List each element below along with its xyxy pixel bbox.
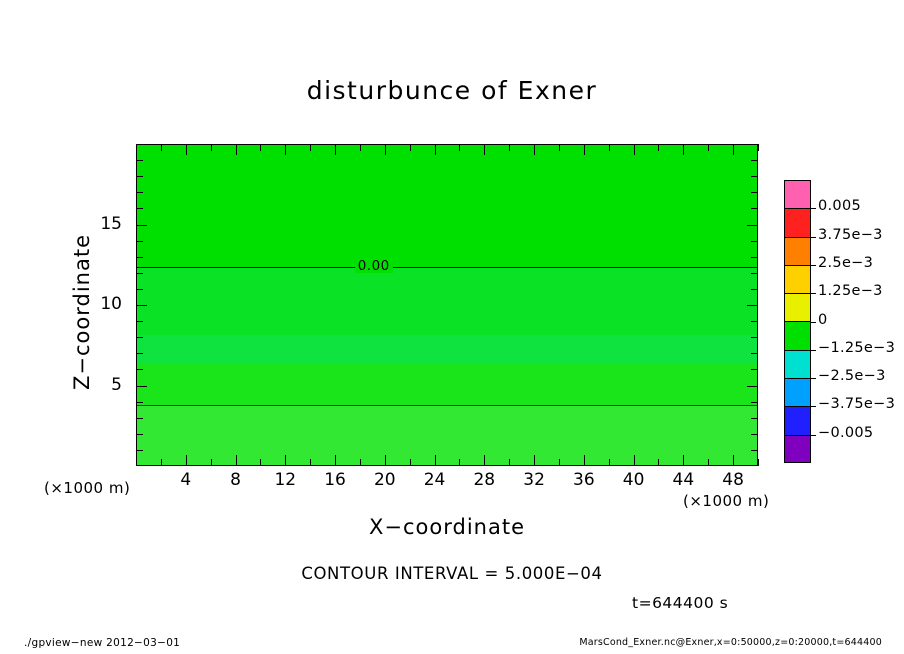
x-axis-tick-minor — [609, 459, 610, 466]
y-axis-title: Z−coordinate — [70, 234, 94, 390]
x-axis-tick-minor — [161, 459, 162, 466]
colorbar-tick — [811, 237, 816, 238]
x-axis-tick-label: 32 — [523, 470, 545, 490]
colorbar-tick — [811, 293, 816, 294]
colorbar-cell — [785, 181, 810, 209]
colorbar-tick — [811, 435, 816, 436]
x-axis-tick-minor — [758, 459, 759, 466]
y-axis-tick-minor — [136, 402, 143, 403]
colorbar-cell — [785, 436, 810, 463]
x-axis-tick-minor — [260, 144, 261, 151]
x-axis-tick-minor — [509, 459, 510, 466]
x-axis-tick-label: 40 — [622, 470, 645, 490]
x-axis-tick-minor — [658, 459, 659, 466]
y-axis-tick-minor — [751, 257, 758, 258]
x-axis-tick — [733, 144, 734, 155]
x-axis-tick — [534, 455, 535, 466]
y-axis-tick-minor — [136, 369, 143, 370]
colorbar-tick — [811, 406, 816, 407]
colorbar-tick — [811, 378, 816, 379]
y-axis-tick-minor — [751, 369, 758, 370]
y-axis-tick-minor — [751, 176, 758, 177]
y-axis-tick-minor — [751, 160, 758, 161]
y-axis-tick-minor — [136, 450, 143, 451]
x-axis-tick — [285, 144, 286, 155]
colorbar-cell — [785, 407, 810, 435]
x-axis-tick-minor — [559, 459, 560, 466]
x-axis-tick-minor — [211, 144, 212, 151]
page-title: disturbunce of Exner — [306, 76, 598, 105]
x-axis-tick-label: 28 — [473, 470, 496, 490]
x-axis-tick-label: 4 — [180, 470, 192, 490]
x-axis-tick-label: 48 — [722, 470, 744, 490]
colorbar-cell — [785, 238, 810, 266]
x-axis-tick — [236, 455, 237, 466]
x-axis-tick-minor — [410, 144, 411, 151]
footer-source-stamp: MarsCond_Exner.nc@Exner,x=0:50000,z=0:20000,t=644400 — [579, 637, 882, 648]
colorbar-tick — [811, 350, 816, 351]
colorbar-tick-label: 2.5e−3 — [818, 254, 874, 271]
y-axis-tick-minor — [751, 337, 758, 338]
contour-band — [137, 335, 757, 364]
time-label: t=644400 s — [632, 594, 729, 612]
y-axis-tick-minor — [751, 321, 758, 322]
contour-interval-note: CONTOUR INTERVAL = 5.000E−04 — [301, 564, 603, 583]
colorbar-cell — [785, 209, 810, 237]
colorbar-tick-label: 0.005 — [818, 198, 862, 215]
x-axis-tick-label: 8 — [230, 470, 241, 490]
x-axis-tick-label: 24 — [423, 470, 446, 490]
x-axis-units-left: (×1000 m) — [44, 479, 131, 497]
x-axis-tick — [186, 144, 187, 155]
y-axis-tick-minor — [136, 434, 143, 435]
y-axis-tick-minor — [136, 418, 143, 419]
x-axis-tick — [683, 455, 684, 466]
x-axis-tick-minor — [708, 459, 709, 466]
x-axis-tick-minor — [310, 459, 311, 466]
colorbar-tick-label: 3.75e−3 — [818, 226, 883, 243]
x-axis-units-right: (×1000 m) — [683, 492, 770, 510]
x-axis-tick — [335, 455, 336, 466]
x-axis-tick-minor — [260, 459, 261, 466]
y-axis-tick-minor — [136, 353, 143, 354]
y-axis-tick — [747, 386, 758, 387]
y-axis-tick-label: 15 — [100, 213, 122, 234]
y-axis-tick-minor — [751, 208, 758, 209]
x-axis-tick — [435, 144, 436, 155]
contour-fill-layer — [137, 145, 757, 465]
y-axis-tick-minor — [136, 273, 143, 274]
x-axis-tick — [584, 455, 585, 466]
y-axis-tick-minor — [136, 241, 143, 242]
y-axis-tick-minor — [751, 418, 758, 419]
y-axis-tick-minor — [751, 289, 758, 290]
y-axis-tick — [136, 386, 147, 387]
x-axis-tick-label: 20 — [373, 470, 396, 490]
y-axis-tick — [136, 225, 147, 226]
x-axis-tick — [285, 455, 286, 466]
x-axis-tick — [733, 455, 734, 466]
x-axis-tick-label: 44 — [672, 470, 695, 490]
contour-band — [137, 406, 757, 466]
x-axis-tick-minor — [310, 144, 311, 151]
colorbar-tick-label: −0.005 — [818, 424, 874, 441]
colorbar-tick-label: −3.75e−3 — [818, 396, 896, 413]
y-axis-tick-minor — [136, 192, 143, 193]
x-axis-tick — [186, 455, 187, 466]
y-axis-tick — [136, 305, 147, 306]
colorbar-tick-label: −1.25e−3 — [818, 339, 896, 356]
x-axis-tick — [534, 144, 535, 155]
x-axis-tick-minor — [360, 459, 361, 466]
x-axis-title: X−coordinate — [369, 515, 525, 539]
colorbar-tick — [811, 265, 816, 266]
x-axis-tick-minor — [410, 459, 411, 466]
colorbar-tick-label: 0 — [818, 311, 828, 328]
colorbar-cell — [785, 351, 810, 379]
y-axis-tick-minor — [751, 402, 758, 403]
x-axis-tick — [584, 144, 585, 155]
x-axis-tick-minor — [211, 459, 212, 466]
y-axis-tick-minor — [136, 289, 143, 290]
colorbar-cell — [785, 266, 810, 294]
x-axis-tick — [484, 455, 485, 466]
x-axis-tick-minor — [609, 144, 610, 151]
contour-line — [137, 405, 757, 406]
colorbar-tick-label: 1.25e−3 — [818, 283, 883, 300]
y-axis-tick — [747, 225, 758, 226]
colorbar-tick-label: −2.5e−3 — [818, 368, 886, 385]
x-axis-tick-minor — [658, 144, 659, 151]
x-axis-tick-label: 12 — [274, 470, 297, 490]
x-axis-tick-label: 16 — [324, 470, 346, 490]
x-axis-tick-minor — [360, 144, 361, 151]
x-axis-tick — [236, 144, 237, 155]
x-axis-tick — [335, 144, 336, 155]
y-axis-tick-label: 10 — [100, 294, 122, 314]
footer-tool-stamp: ./gpview−new 2012−03−01 — [24, 637, 181, 649]
y-axis-tick — [747, 305, 758, 306]
x-axis-tick — [634, 144, 635, 155]
y-axis-tick-minor — [751, 450, 758, 451]
x-axis-tick — [683, 144, 684, 155]
x-axis-tick — [385, 144, 386, 155]
y-axis-tick-minor — [136, 321, 143, 322]
contour-line — [137, 267, 757, 268]
x-axis-tick-minor — [758, 144, 759, 151]
plot-area — [136, 144, 758, 466]
y-axis-tick-minor — [751, 241, 758, 242]
y-axis-tick-label: 5 — [111, 374, 122, 395]
contour-line-label: 0.00 — [355, 260, 393, 273]
x-axis-tick-minor — [559, 144, 560, 151]
colorbar-cell — [785, 379, 810, 407]
x-axis-tick — [385, 455, 386, 466]
colorbar-cell — [785, 294, 810, 322]
y-axis-tick-minor — [751, 353, 758, 354]
y-axis-tick-minor — [136, 208, 143, 209]
y-axis-tick-minor — [136, 257, 143, 258]
contour-band — [137, 364, 757, 406]
y-axis-tick-minor — [751, 434, 758, 435]
colorbar-tick — [811, 208, 816, 209]
x-axis-tick-label: 36 — [573, 470, 595, 490]
x-axis-tick — [484, 144, 485, 155]
x-axis-tick — [634, 455, 635, 466]
x-axis-tick — [435, 455, 436, 466]
y-axis-tick-minor — [751, 192, 758, 193]
x-axis-tick-minor — [509, 144, 510, 151]
contour-band — [137, 145, 757, 267]
y-axis-tick-minor — [751, 273, 758, 274]
colorbar — [784, 180, 811, 463]
x-axis-tick-minor — [459, 459, 460, 466]
contour-band — [137, 267, 757, 335]
x-axis-tick-minor — [708, 144, 709, 151]
colorbar-cell — [785, 322, 810, 350]
y-axis-tick-minor — [136, 160, 143, 161]
x-axis-tick-minor — [161, 144, 162, 151]
colorbar-tick — [811, 322, 816, 323]
y-axis-tick-minor — [136, 176, 143, 177]
y-axis-tick-minor — [136, 337, 143, 338]
x-axis-tick-minor — [459, 144, 460, 151]
